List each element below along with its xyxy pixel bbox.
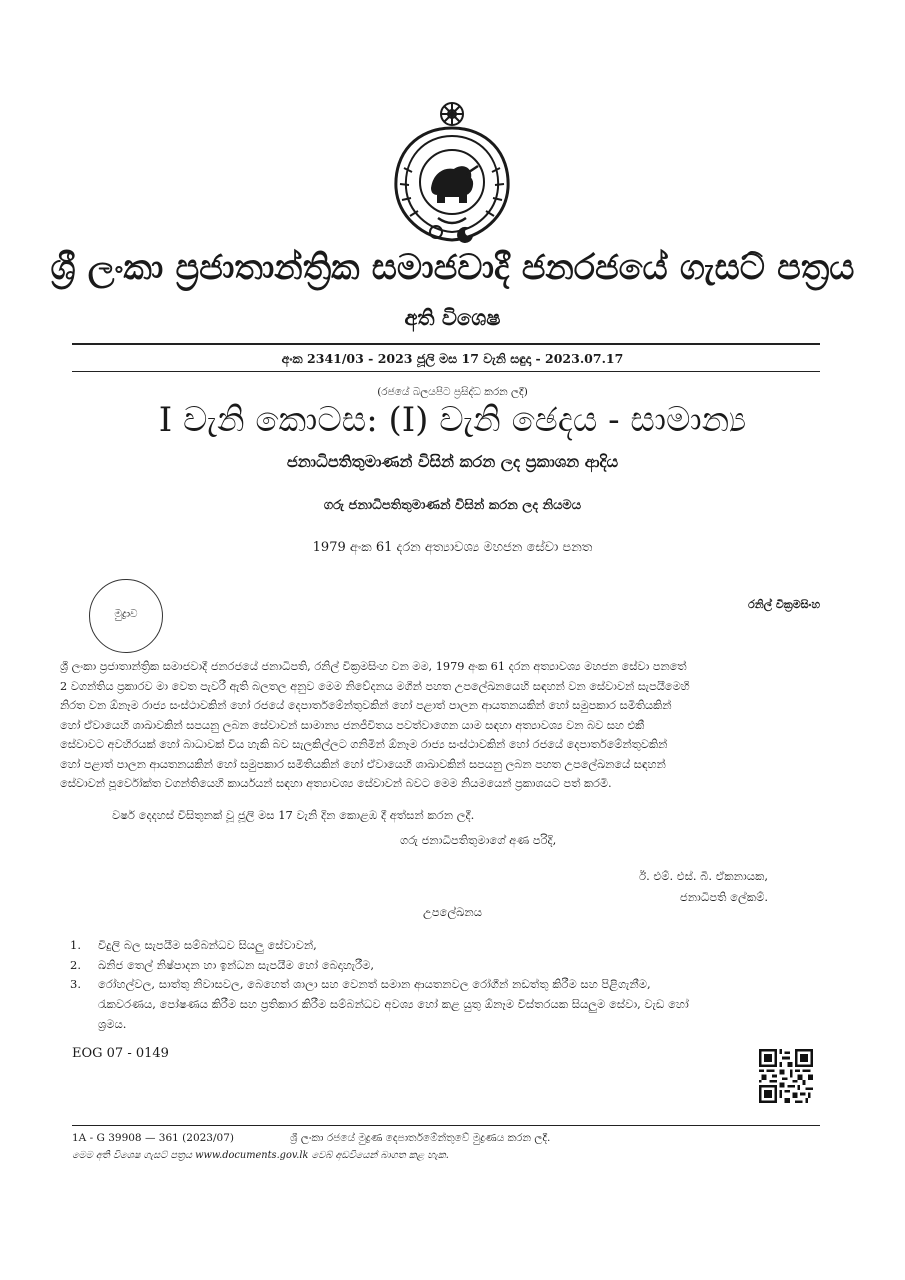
schedule-item-number: 1. — [70, 938, 81, 952]
schedule-item-text: ශ්‍රමය. — [98, 1016, 127, 1031]
body-line: සේවාවට අවහිරයක් හෝ බාධාවක් විය හැකි බව සැලකිල්ලට ගනිමින් ඕනෑම රාජ්‍ය සංස්ථාවකින් හෝ රජයේ දෙපාර්තමේන්තුවකින් — [60, 738, 668, 751]
body-line: සේවාවන් පූර්වෝක්ත වගන්තියෙහි කාර්යයන් සඳහා අත්‍යාවශ්‍ය සේවාවන් බවට මෙම නියමයෙන් ප්‍රකාශයට පත් කරමි. — [60, 777, 612, 790]
body-line: නිරත වන ඕනෑම රාජ්‍ය සංස්ථාවකින් හෝ රජයේ දෙපාර්තමේන්තුවකින් හෝ පළාත් පාලන ආයතනයකින් හෝ සමුපකාර සමිතියකින් — [60, 699, 672, 712]
reference-code: EOG 07 - 0149 — [72, 1046, 169, 1061]
part-section-heading: I වැනි කොටස: (I) වැනි ඡෙදය - සාමාන්‍ය — [158, 400, 747, 440]
schedule-item-text: රැකවරණය, පෝෂණය කිරීම සහ ප්‍රතිකාර කිරීම සම්බන්ධව අවශ්‍ය හෝ කළ යුතු ඕනෑම විස්තරයක සියලුම සේවා, වැඩ හෝ — [98, 997, 689, 1012]
qr-code-icon — [759, 1049, 813, 1103]
seal-circle — [89, 579, 163, 653]
schedule-item — [70, 956, 825, 976]
proclamations-heading: ජනාධිපතිතුමාණන් විසින් කරන ලද ප්‍රකාශන ආදිය — [286, 452, 619, 471]
schedule-item-text: ඛනිජ තෙල් නිෂ්පාදන හා ඉන්ධන සැපයීම හෝ බෙදාහැරීම, — [98, 957, 374, 972]
by-command-line: ගරු ජනාධිපතිතුමාගේ අණ පරිදි, — [400, 833, 557, 847]
gazette-extraordinary-label: අති විශෙෂ — [404, 306, 501, 330]
header-rule-top — [72, 343, 820, 345]
president-name: රනිල් වික්‍රමසිංහ — [748, 598, 820, 611]
body-line: හෝ පළාත් පාලන ආයතනයකින් හෝ සමුපකාර සමිතියකින් හෝ ඒවායෙහි ශාඛාවකින් සපයනු ලබන පහත උපලේඛනයේ සඳහන් — [60, 757, 666, 771]
signatory-name: ඊ. එම්. එස්. බී. ඒකනායක, — [639, 869, 768, 883]
schedule-list — [70, 936, 825, 1035]
schedule-item-text: විදුලි බල සැපයීම සම්බන්ධව සියලු සේවාවන්, — [98, 938, 317, 952]
published-by-authority-note: (රජයේ බලයපිට ප්‍රසිද්ධ කරන ලදී) — [377, 386, 528, 398]
printer-note: ශ්‍රී ලංකා රජයේ මුද්‍රණ දෙපාර්තමේන්තුවේ මුද්‍රණය කරන ලදී. — [290, 1132, 551, 1144]
order-body — [60, 657, 823, 794]
act-title: 1979 අංක 61 දරන අත්‍යාවශ්‍ය මහජන සේවා පනත — [312, 540, 593, 555]
footer-rule — [72, 1125, 820, 1126]
signatory-block — [520, 866, 768, 908]
sri-lanka-emblem-icon — [382, 98, 522, 250]
schedule-item-text: රෝහල්වල, සාත්තු නිවාසවල, බෙහෙත් ශාලා සහ වෙනත් සමාන ආයතනවල රෝගීන් නඩත්තු කිරීම සහ පිළිගැනීම, — [98, 977, 651, 992]
given-at-line: වර්ෂ දෙදහස් විසිතුනක් වූ ජූලි මස 17 වැනි දින කොළඹ දී අත්සන් කරන ලදී. — [112, 808, 475, 822]
schedule-item-number: 2. — [70, 957, 81, 972]
schedule-heading: උපලේඛනය — [423, 905, 482, 919]
gazette-masthead-title: ශ්‍රී ලංකා ප්‍රජාතාන්ත්‍රික සමාජවාදී ජනරජයේ ගැසට් පත්‍රය — [50, 248, 855, 288]
schedule-item-number: 3. — [70, 977, 81, 992]
signatory-title: ජනාධිපති ලේකම්. — [679, 890, 768, 904]
body-line: ශ්‍රී ලංකා ප්‍රජාතාන්ත්‍රික සමාජවාදී ජනරජයේ ජනාධිපති, රනිල් වික්‍රමසිංහ වන මම, 1979 අංක 61 දරන අත්‍යාවශ්‍ය මහජන සේවා පනතේ — [60, 660, 687, 673]
schedule-item — [70, 975, 825, 1034]
body-line: හෝ ඒවායෙහි ශාඛාවකින් සපයනු ලබන සේවාවන් සාමාන්‍ය ජනජීවිතය පවත්වාගෙන යාම සඳහා අත්‍යාවශ්‍ය වන බව සහ එකී — [60, 718, 645, 732]
issue-line: අංක 2341/03 - 2023 ජූලි මස 17 වැනි සඳුදා - 2023.07.17 — [281, 351, 624, 366]
seal-label: මුද්‍රාව — [114, 608, 138, 620]
online-availability-note: මෙම අති විශෙෂ ගැසට් පත්‍රය www.documents.gov.lk වෙබ් අඩවියෙන් බාගත කළ හැක. — [72, 1150, 449, 1161]
printer-imprint — [72, 1132, 832, 1145]
header-rule-bottom — [72, 371, 820, 372]
order-title: ගරු ජනාධිපතිතුමාණන් විසින් කරන ලද නියමය — [323, 498, 582, 513]
print-reference: 1A - G 39908 — 361 (2023/07) — [72, 1132, 234, 1144]
schedule-item — [70, 936, 825, 956]
body-line: 2 වගන්තිය ප්‍රකාරව මා වෙත පැවරී ඇති බලතල අනුව මෙම නිවේදනය මගින් පහත උපලේඛනයෙහි සඳහන් වන සේවාවන් සැපයීමෙහි — [60, 679, 690, 693]
